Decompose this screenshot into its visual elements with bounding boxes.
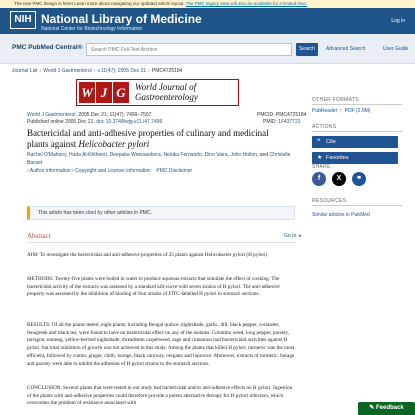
sidebar-divider — [312, 205, 402, 206]
journal-logo[interactable] — [76, 79, 239, 106]
author-separator: , and — [257, 152, 270, 158]
author-link[interactable]: Dino Vaira — [204, 152, 228, 158]
author-link[interactable]: Christelle Basset — [27, 152, 291, 166]
format-separator: | — [340, 108, 342, 114]
announcement-banner — [0, 0, 415, 8]
sidebar-divider — [312, 104, 402, 105]
feedback-label: Feedback — [376, 405, 404, 411]
feedback-button[interactable] — [358, 402, 415, 415]
star-icon: ★ — [317, 155, 323, 161]
cite-button-label: Cite — [326, 139, 336, 145]
author-copyright-toggle[interactable]: › Author information › Copyright and License information — [27, 168, 151, 174]
abstract-heading: Abstract — [27, 232, 51, 240]
pmid-line — [263, 119, 301, 125]
cite-button[interactable] — [312, 136, 398, 148]
journal-logo-name — [135, 82, 198, 102]
author-separator: , — [106, 152, 110, 158]
author-link[interactable]: Huda Al-Khtheeri — [69, 152, 107, 158]
breadcrumb-journal-list[interactable]: Journal List — [12, 68, 38, 74]
author-link[interactable]: John Holton — [230, 152, 258, 158]
nih-logo[interactable]: NIH — [10, 11, 36, 29]
goto-menu[interactable]: Go to: ▸ — [284, 233, 302, 239]
pmid-link[interactable]: 16437723 — [278, 119, 301, 125]
similar-articles-link[interactable]: Similar articles in PubMed — [312, 212, 370, 218]
doi-link[interactable]: doi: 10.3748/wjg.v11.i47.7499 — [96, 119, 163, 125]
advanced-search-link[interactable]: Advanced Search — [326, 46, 366, 52]
author-link[interactable]: Rachel O'Mahony — [27, 152, 67, 158]
pmc-logo-text: PMC PubMed Central® — [12, 44, 83, 51]
cited-by-notice — [27, 206, 295, 220]
citation-line — [27, 112, 153, 118]
format-links — [312, 108, 370, 114]
pmid-label: PMID: — [263, 119, 279, 125]
article-title-main: Bactericidal and anti-adhesive properties of culinary and medicinal plants against — [27, 128, 269, 149]
breadcrumb-separator: › — [93, 68, 96, 74]
logo-letter-g: G — [113, 82, 129, 103]
article-title-organism: Helicobacter pylori — [78, 139, 150, 149]
journal-logo-name-line1: World Journal of — [135, 82, 197, 92]
author-separator: , — [201, 152, 205, 158]
breadcrumb-separator: › — [39, 68, 42, 74]
cited-by-text-before: This article has been — [38, 210, 86, 216]
author-list — [27, 151, 292, 167]
cited-by-link[interactable]: cited by — [85, 210, 103, 216]
article-title — [27, 128, 292, 150]
banner-legacy-link[interactable]: The PMC legacy view will also be available for a limited time. — [185, 1, 308, 6]
share-label: SHARE — [312, 164, 331, 170]
author-link[interactable]: Deepaka Weerasekera — [109, 152, 161, 158]
site-header — [0, 8, 415, 34]
pmcid: PMCID: PMC4725184 — [257, 112, 307, 118]
facebook-icon[interactable]: f — [312, 172, 326, 186]
author-info-links — [27, 168, 192, 174]
abstract-divider — [27, 242, 295, 243]
search-button[interactable]: Search — [296, 43, 318, 56]
author-separator: , — [66, 152, 69, 158]
breadcrumb-current: PMC4725184 — [151, 68, 183, 74]
site-title[interactable]: National Library of Medicine — [41, 12, 202, 26]
resources-label: RESOURCES — [312, 198, 347, 204]
share-icons — [312, 172, 366, 186]
abstract-results: RESULTS: Of all the plants tested, eight plants, including Bengal quince, nightshade, garlic, dill, black pepper, coriander, fenugreek and black tea, were found to have no bactericidal effect on any of the isolates. Columbo weed, long pepper, parsley, tarragon, nutmeg, yellow-berried nightshade, threadstem carpetweed, sage and cinnamon had bactericidal activities against H pylori, but total inhibition of growth was not achieved in this study. Among the plants that killed H pylori, turmeric was the most efficient, followed by cumin, ginger, chilli, borage, black caraway, oregano and liquorice. Moreover, extracts of turmeric, borage and parsley were able to inhibit the adhesion of H pylori strains to the stomach sections. — [27, 322, 295, 367]
breadcrumb — [12, 68, 182, 74]
logo-letter-j: J — [96, 82, 112, 103]
pmc-logo[interactable] — [12, 44, 83, 51]
feedback-icon: ✎ — [369, 405, 375, 411]
cited-by-text-after: other articles in PMC. — [102, 210, 152, 216]
sidebar-divider — [312, 131, 402, 132]
favorites-button[interactable] — [312, 152, 398, 164]
search-input[interactable] — [86, 43, 292, 56]
user-guide-link[interactable]: User Guide — [383, 46, 409, 52]
published-line — [27, 119, 162, 125]
actions-label: ACTIONS — [312, 124, 337, 130]
link-icon[interactable]: ⚭ — [352, 172, 366, 186]
breadcrumb-journal[interactable]: World J Gastroenterol — [43, 68, 92, 74]
author-separator: , — [160, 152, 164, 158]
site-subtitle: National Center for Biotechnology Information — [41, 26, 143, 32]
author-link[interactable]: Neluka Fernando — [163, 152, 202, 158]
breadcrumb-separator: › — [148, 68, 150, 74]
banner-text: The new PMC design is here! Learn more about navigating our updated article layout. — [14, 1, 185, 6]
citation-journal-link[interactable]: World J Gastroenterol — [27, 112, 76, 118]
quote-icon: ❝ — [317, 139, 321, 145]
search-bar-area — [0, 34, 415, 64]
journal-logo-letters — [79, 82, 129, 103]
pdf-link[interactable]: PDF (2.9M) — [344, 108, 371, 114]
pubreader-link[interactable]: PubReader — [312, 108, 338, 114]
author-separator: , — [227, 152, 231, 158]
logo-letter-w: W — [79, 82, 95, 103]
pmc-disclaimer-link[interactable]: PMC Disclaimer — [156, 168, 193, 174]
abstract-conclusion: CONCLUSION: Several plants that were tested in our study had bactericidal and/or anti-adhesive effects on H pylori. Ingestion of the plants with anti-adhesive properties could therefore provide a potent alternative therapy for H pylori infection, which overcomes the problem of resistance associated with — [27, 385, 293, 407]
citation-details: . 2005 Dec 21; 11(47): 7499–7507. — [75, 112, 153, 118]
abstract-methods: METHODS: Twenty-five plants were boiled in water to produce aqueous extracts that simulate the effect of cooking. The bactericidal activity of the extracts was assessed by a standard kill-curve with seven strains of H pylori. The anti-adhesive property was assessed by the inhibition of binding of four strains of FITC-labelled H pylori to stomach sections. — [27, 276, 280, 298]
favorites-button-label: Favorites — [326, 155, 349, 161]
published-date: Published online 2005 Dec 21. — [27, 119, 95, 125]
journal-logo-name-line2: Gastroenterology — [135, 92, 198, 102]
breadcrumb-issue[interactable]: v.11(47); 2005 Dec 21 — [97, 68, 147, 74]
login-link[interactable]: Log in — [391, 18, 405, 24]
abstract-aim: AIM: To investigate the bactericidal and anti-adhesive properties of 25 plants against Helicobacter pylori (H pylori). — [27, 252, 269, 258]
other-formats-label: OTHER FORMATS — [312, 97, 359, 103]
x-twitter-icon[interactable]: X — [332, 172, 346, 186]
